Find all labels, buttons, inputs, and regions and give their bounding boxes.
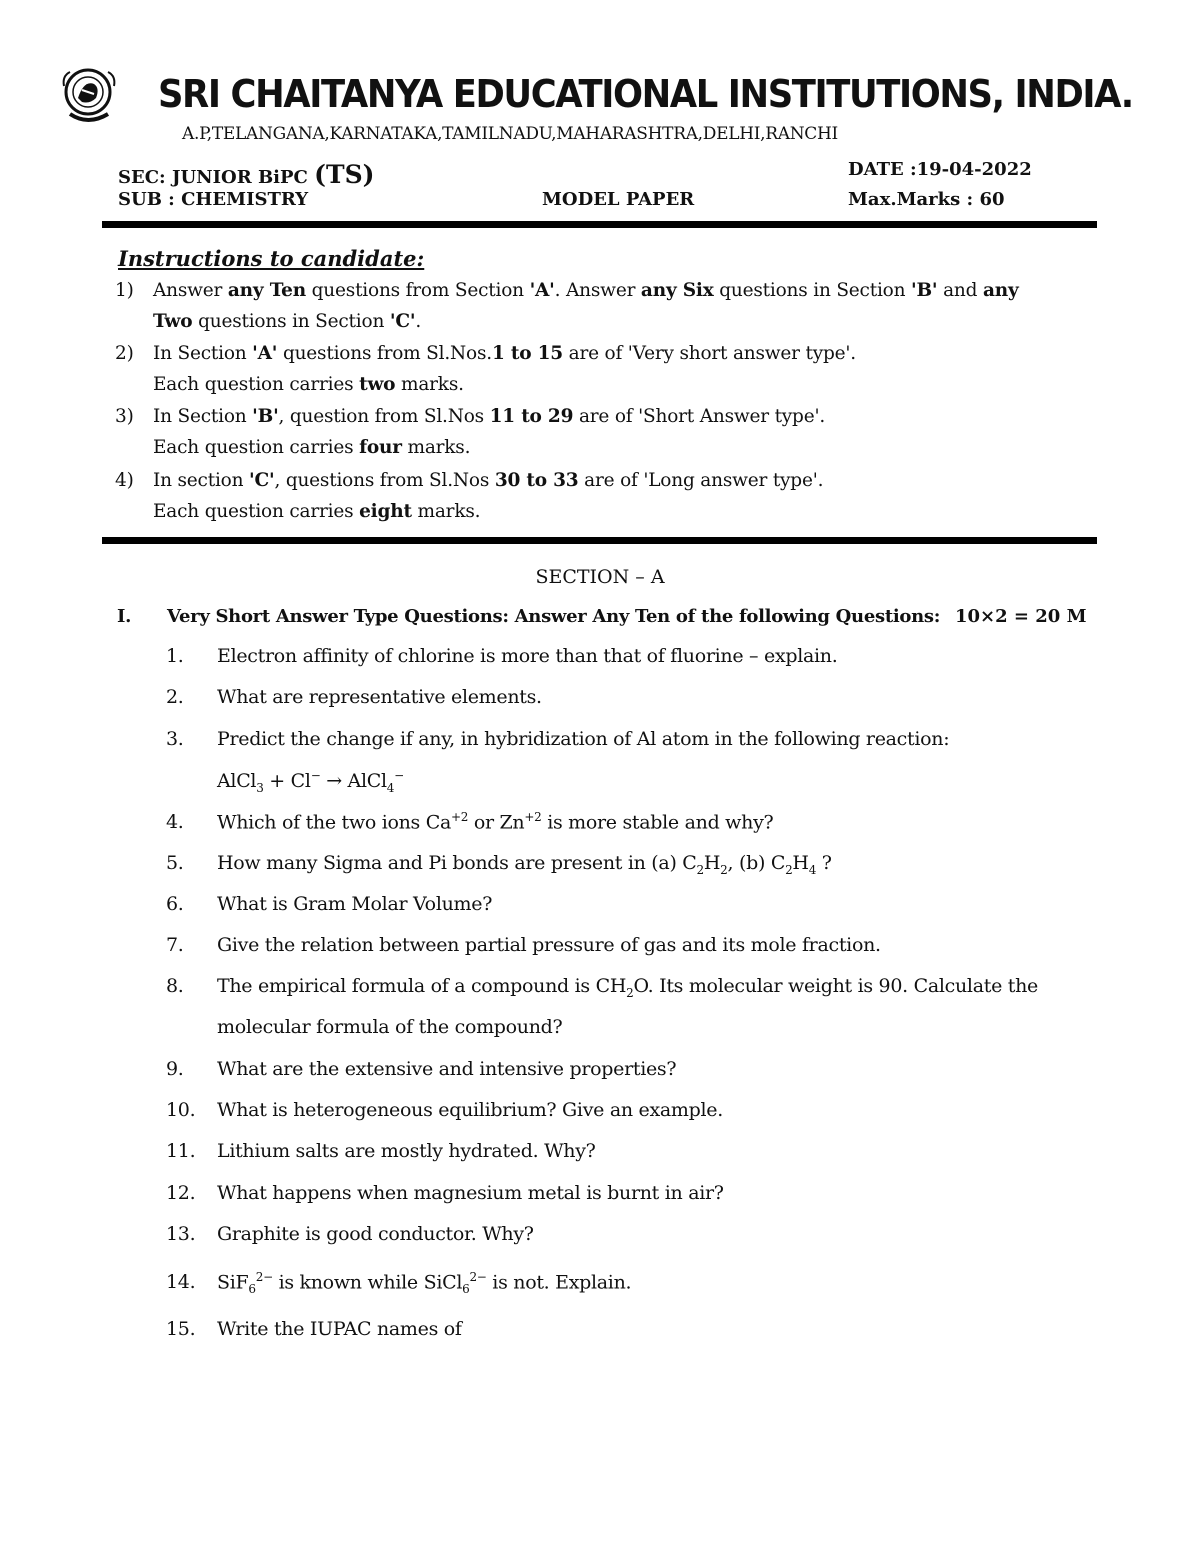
text-run: 6 <box>248 1282 256 1297</box>
instruction-number: 3) <box>115 406 134 427</box>
question-number: 7. <box>166 934 184 956</box>
text-run: 'A' <box>529 280 555 301</box>
text-run: 2− <box>255 1270 273 1284</box>
text-run: → AlCl <box>320 770 387 793</box>
text-run: 3 <box>256 781 264 796</box>
text-run: Each question carries <box>153 501 360 522</box>
text-run: 2 <box>720 862 728 877</box>
text-run: two <box>359 374 396 395</box>
text-run: marks. <box>401 437 471 458</box>
question-item <box>166 852 832 877</box>
roman-numeral: I. <box>117 606 132 627</box>
instruction-continuation <box>115 374 464 395</box>
text-run: What are the extensive and intensive properties? <box>217 1058 677 1080</box>
ts-label: (TS) <box>314 160 375 189</box>
question-number: 4. <box>166 811 184 834</box>
text-run: . <box>415 311 421 332</box>
text-run: four <box>359 437 402 458</box>
question-number: 11. <box>166 1140 196 1162</box>
instruction-number: 4) <box>115 470 134 491</box>
question-number: 5. <box>166 852 184 874</box>
text-run: Answer <box>153 280 228 301</box>
instruction-continuation <box>115 437 470 458</box>
text-run: eight <box>359 501 412 522</box>
question-item <box>166 645 837 667</box>
text-run: ? <box>816 852 832 874</box>
text-run: are of 'Short Answer type'. <box>573 406 826 427</box>
text-run: The empirical formula of a compound is CH <box>217 975 627 997</box>
text-run: O. Its molecular weight is 90. Calculate the <box>633 975 1038 997</box>
question-continuation <box>166 1016 562 1038</box>
section-a-heading <box>117 606 940 627</box>
question-item <box>166 1099 723 1121</box>
text-run: 2− <box>469 1270 487 1284</box>
text-run: are of 'Very short answer type'. <box>562 343 856 364</box>
text-run: Write the IUPAC names of <box>217 1318 462 1340</box>
question-item <box>166 1182 724 1204</box>
text-run: − <box>310 769 321 783</box>
section-label-text: SEC: JUNIOR BiPC <box>118 167 308 188</box>
instructions-divider <box>102 537 1097 544</box>
instruction-item <box>115 406 825 427</box>
text-run: What is Gram Molar Volume? <box>217 893 493 915</box>
text-run: 2 <box>785 862 793 877</box>
text-run: . Answer <box>554 280 641 301</box>
text-run: 4 <box>808 862 817 877</box>
instruction-item <box>115 470 823 491</box>
question-number: 3. <box>166 728 184 750</box>
text-run: 6 <box>462 1282 470 1297</box>
text-run: 1 to 15 <box>491 343 563 364</box>
text-run: questions in Section <box>192 311 390 332</box>
question-item <box>166 686 542 708</box>
text-run: H <box>703 852 721 874</box>
question-number: 14. <box>166 1271 196 1294</box>
text-run: Predict the change if any, in hybridization of Al atom in the following reaction: <box>217 728 950 750</box>
text-run: is not. Explain. <box>486 1271 632 1294</box>
text-run: Lithium salts are mostly hydrated. Why? <box>217 1140 596 1162</box>
question-number: 2. <box>166 686 184 708</box>
question-item <box>166 1140 596 1162</box>
text-run: Each question carries <box>153 437 360 458</box>
question-number: 10. <box>166 1099 196 1121</box>
question-continuation <box>166 769 404 795</box>
text-run: 4 <box>386 781 395 796</box>
text-run: What happens when magnesium metal is burnt in air? <box>217 1182 724 1204</box>
text-run: +2 <box>451 810 469 824</box>
question-item <box>166 1223 534 1245</box>
text-run: 11 to 29 <box>489 406 574 427</box>
instruction-item <box>115 280 1019 301</box>
instruction-continuation <box>115 311 421 332</box>
text-run: 'B' <box>911 280 938 301</box>
question-item <box>166 1318 462 1340</box>
header-divider <box>102 221 1097 228</box>
text-run: 2 <box>696 862 704 877</box>
question-number: 8. <box>166 975 184 997</box>
text-run: questions from Sl.Nos. <box>277 343 492 364</box>
text-run: molecular formula of the compound? <box>217 1016 563 1038</box>
paper-type: MODEL PAPER <box>542 189 695 210</box>
text-run: Each question carries <box>153 374 360 395</box>
instructions-title: Instructions to candidate: <box>118 246 425 271</box>
question-number: 12. <box>166 1182 196 1204</box>
text-run: Electron affinity of chlorine is more than that of fluorine – explain. <box>217 645 838 667</box>
text-run: 'A' <box>252 343 278 364</box>
text-run: In Section <box>153 406 253 427</box>
question-item <box>166 893 492 915</box>
question-number: 9. <box>166 1058 184 1080</box>
section-a-marks: 10×2 = 20 M <box>955 606 1087 627</box>
question-item <box>166 1270 631 1296</box>
text-run: In Section <box>153 343 253 364</box>
text-run: AlCl <box>217 770 257 793</box>
text-run: + Cl <box>263 770 311 793</box>
instruction-item <box>115 343 856 364</box>
institution-logo-icon <box>60 64 120 126</box>
instruction-continuation <box>115 501 480 522</box>
max-marks: Max.Marks : 60 <box>848 189 1005 210</box>
text-run: In section <box>153 470 249 491</box>
subject-label: SUB : CHEMISTRY <box>118 189 309 210</box>
text-run: Graphite is good conductor. Why? <box>217 1223 534 1245</box>
text-run: How many Sigma and Pi bonds are present in (a) C <box>217 852 697 874</box>
text-run: What are representative elements. <box>217 686 542 708</box>
text-run: What is heterogeneous equilibrium? Give an example. <box>217 1099 723 1121</box>
section-a-title: SECTION – A <box>535 566 665 588</box>
question-item <box>166 1058 676 1080</box>
heading-text: Very Short Answer Type Questions: Answer Any Ten of the following Questions: <box>167 606 941 627</box>
text-run: Two <box>153 311 193 332</box>
question-number: 1. <box>166 645 184 667</box>
text-run: questions from Section <box>305 280 530 301</box>
text-run: SiF <box>217 1271 249 1294</box>
text-run: +2 <box>524 810 542 824</box>
text-run: marks. <box>411 501 481 522</box>
question-number: 6. <box>166 893 184 915</box>
text-run: any Six <box>640 280 714 301</box>
text-run: Give the relation between partial pressure of gas and its mole fraction. <box>217 934 881 956</box>
text-run: 'B' <box>252 406 279 427</box>
text-run: is known while SiCl <box>272 1271 463 1294</box>
text-run: any Ten <box>227 280 306 301</box>
text-run: 'C' <box>389 311 416 332</box>
question-item <box>166 728 949 750</box>
text-run: 'C' <box>249 470 275 491</box>
text-run: or Zn <box>468 811 525 834</box>
text-run: 2 <box>626 985 634 1000</box>
text-run: any <box>982 280 1019 301</box>
text-run: , questions from Sl.Nos <box>274 470 495 491</box>
instruction-number: 1) <box>115 280 134 301</box>
text-run: − <box>394 769 404 783</box>
question-number: 15. <box>166 1318 196 1340</box>
text-run: are of 'Long answer type'. <box>578 470 824 491</box>
institution-name: SRI CHAITANYA EDUCATIONAL INSTITUTIONS, INDIA. <box>158 72 1133 116</box>
text-run: questions in Section <box>713 280 912 301</box>
text-run: 30 to 33 <box>494 470 579 491</box>
text-run: , question from Sl.Nos <box>278 406 490 427</box>
text-run: is more stable and why? <box>541 811 774 834</box>
instruction-number: 2) <box>115 343 134 364</box>
question-item <box>166 934 881 956</box>
text-run: Which of the two ions Ca <box>217 811 452 834</box>
text-run: marks. <box>395 374 464 395</box>
text-run: H <box>792 852 809 874</box>
exam-date: DATE :19-04-2022 <box>848 159 1032 180</box>
question-number: 13. <box>166 1223 196 1245</box>
states-list: A.P,TELANGANA,KARNATAKA,TAMILNADU,MAHARASHTRA,DELHI,RANCHI <box>182 124 838 144</box>
text-run: and <box>937 280 983 301</box>
question-item <box>166 975 1038 1000</box>
text-run: , (b) C <box>727 852 786 874</box>
section-label <box>118 160 374 189</box>
question-item <box>166 810 773 833</box>
